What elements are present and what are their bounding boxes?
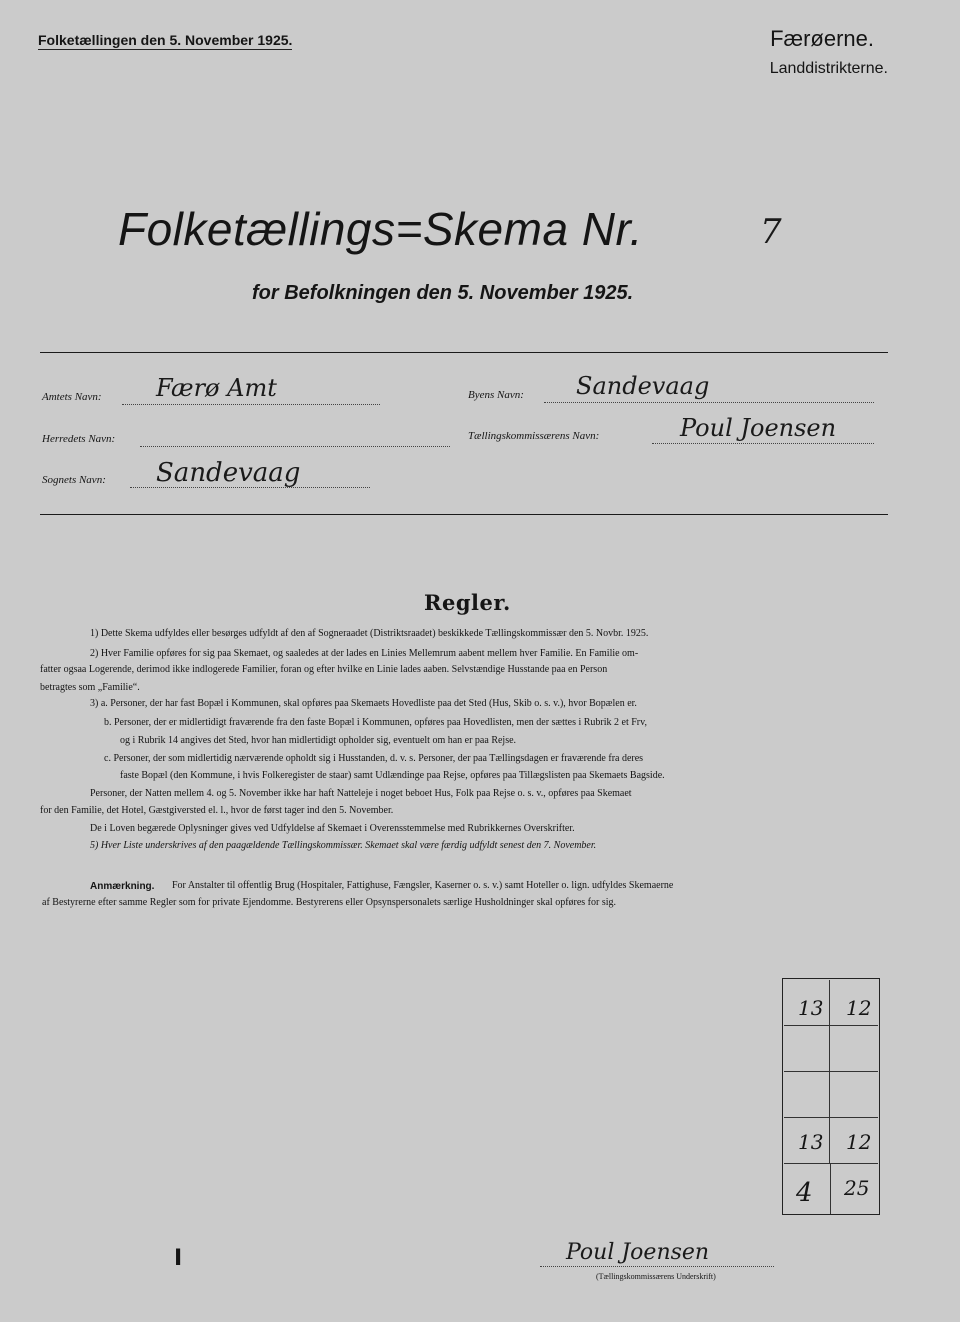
top-rule [40,352,888,353]
amt-line [122,404,380,405]
byen-line [544,402,874,403]
rule-line: faste Bopæl (den Kommune, i hvis Folkeregister de staar) samt Udlændinge paa Rejse, opføres paa Tillægslisten paa Skemaets Bagside. [120,770,665,781]
tally-value: 12 [846,1130,872,1154]
subregion-title: Landdistrikterne. [769,60,888,77]
herred-label: Herredets Navn: [42,433,116,445]
rule-line: c. Personer, der som midlertidig nærværende opholdt sig i Husstanden, d. v. s. Personer, der paa Tællingsdagen er fraværende fra deres [104,753,644,764]
tally-value: 13 [798,996,824,1020]
byen-label: Byens Navn: [468,389,524,401]
tally-value: 4 [796,1178,813,1208]
rules-heading: Regler. [424,590,511,615]
tally-value: 12 [846,996,872,1020]
rule-line: fatter ogsaa Logerende, derimod ikke indlogerede Familier, foran og efter hvilke en Linie lades aaben. Selvstændige Husstande paa en Person [40,664,608,675]
rule-line: Personer, der Natten mellem 4. og 5. November ikke har haft Natteleje i noget beboet Hus, Folk paa Rejse o. s. v., opføres paa Skemaet [90,788,632,799]
amt-value: Færø Amt [156,374,277,402]
byen-value: Sandevaag [576,372,710,400]
note-label: Anmærkning. [90,881,155,892]
signature-line [540,1266,774,1267]
margin-mark: I [174,1246,183,1271]
tally-cell [784,1072,830,1118]
tally-value: 13 [798,1130,824,1154]
rule-line: 2) Hver Familie opføres for sig paa Skemaet, og saaledes at der lades en Linies Mellemrum aabent mellem hver Familie. En Familie om- [90,648,639,659]
tally-divider [830,1164,831,1214]
rule-line: b. Personer, der er midlertidigt fraværende fra den faste Bopæl i Kommunen, opføres paa Hovedlisten, men der sættes i Rubrik 2 et Frv, [104,717,647,728]
rule-line: 1) Dette Skema udfyldes eller besørges udfyldt af den af Sogneraadet (Distriktsraadet) beskikkede Tællingskommissær den 5. Novbr. 1925. [90,628,649,639]
form-title: Folketællings=Skema Nr. [118,203,643,255]
census-header-line: Folketællingen den 5. November 1925. [38,32,293,48]
bottom-rule [40,514,888,515]
tally-cell [830,1072,878,1118]
note-line: For Anstalter til offentlig Brug (Hospitaler, Fattighuse, Fængsler, Kaserner o. s. v.) samt Hoteller o. lign. udfyldes Skemaerne [172,880,674,891]
kommissaer-value: Poul Joensen [680,414,837,442]
signature-value: Poul Joensen [566,1240,710,1265]
kommissaer-line [652,443,874,444]
tally-cell [784,1026,830,1072]
rule-line: og i Rubrik 14 angives det Sted, hvor han midlertidigt opholder sig, eventuelt om han er paa Rejse. [120,735,517,746]
form-number: 7 [760,212,782,252]
sogn-label: Sognets Navn: [42,474,106,486]
note-line: af Bestyrerne efter samme Regler som for private Ejendomme. Bestyrerens eller Opsynspersonalets særlige Husholdninger skal opføres for sig. [42,897,617,908]
signature-caption: (Tællingskommissærens Underskrift) [596,1272,716,1281]
region-title: Færøerne. [770,26,874,51]
amt-label: Amtets Navn: [42,391,102,403]
sogn-value: Sandevaag [156,458,301,488]
tally-cell [830,1026,878,1072]
rule-line: 3) a. Personer, der har fast Bopæl i Kommunen, skal opføres paa Skemaets Hovedliste paa det Sted (Hus, Skib o. s. v.), hvor Bopælen er. [90,698,637,709]
tally-value: 25 [844,1176,870,1200]
rule-line: De i Loven begærede Oplysninger gives ved Udfyldelse af Skemaet i Overensstemmelse med Rubrikkernes Overskrifter. [90,823,575,834]
rule-line: 5) Hver Liste underskrives af den paagældende Tællingskommissær. Skemaet skal være færdig udfyldt senest den 7. November. [90,840,597,851]
rule-line: for den Familie, det Hotel, Gæstgiversted el. l., hvor de først tager ind den 5. November. [40,805,394,816]
kommissaer-label: Tællingskommissærens Navn: [468,430,600,442]
rule-line: betragtes som „Familie“. [40,682,140,693]
form-subtitle: for Befolkningen den 5. November 1925. [252,282,634,304]
herred-line [140,446,450,447]
